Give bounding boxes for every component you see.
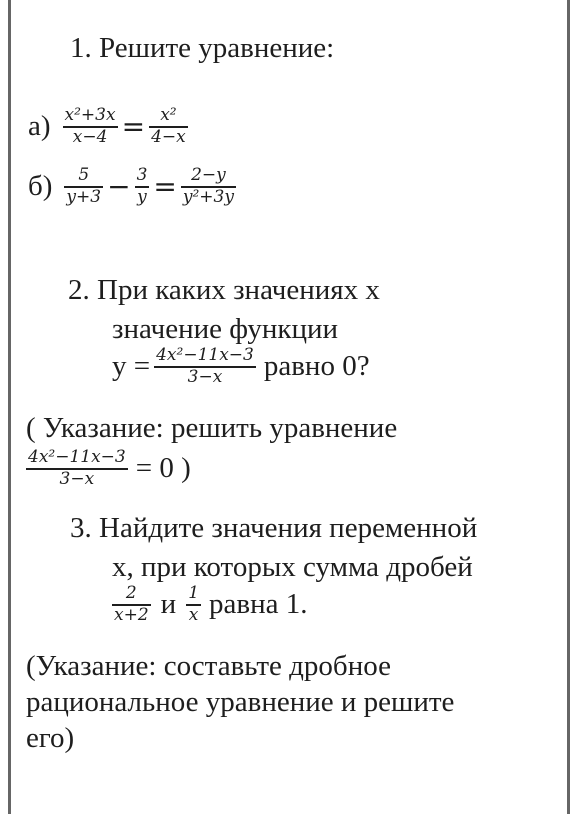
task3-fraction-2: [186, 584, 201, 625]
task1-a-rhs-numerator: x²: [160, 105, 177, 125]
task1-heading: 1. Решите уравнение:: [70, 32, 335, 64]
task2-hint-numerator: 4x²−11x−3: [28, 447, 126, 467]
task1-a-lhs-denominator: x−4: [72, 126, 108, 147]
equals-sign: =: [121, 109, 146, 143]
task1-b-f2-numerator: 3: [136, 165, 148, 185]
task2-hint-tail: = 0 ): [135, 452, 191, 485]
task3-line2: х, при которых сумма дробей: [112, 551, 473, 583]
task2-function-fraction: [154, 346, 256, 387]
task2-line2: значение функции: [112, 313, 339, 345]
task1-b-rhs-denominator: y²+3y: [182, 186, 234, 207]
task1-a-rhs-fraction: [149, 106, 188, 147]
task2-line1: 2. При каких значениях х: [68, 274, 380, 306]
task1-b-label: б): [28, 170, 53, 203]
task2-hint-line1: ( Указание: решить уравнение: [26, 412, 398, 444]
task2-hint-denominator: 3−x: [59, 468, 95, 489]
minus-sign: −: [107, 169, 131, 203]
task3-f2-denominator: x: [188, 604, 199, 625]
task1-b-rhs-numerator: 2−y: [191, 165, 226, 185]
task3-hint-line2: рациональное уравнение и решите: [26, 686, 455, 718]
equals-sign: =: [153, 169, 177, 203]
task1-a-lhs-numerator: x²+3x: [64, 105, 116, 125]
task1-b-f1-denominator: y+3: [66, 186, 102, 207]
task1-b-fraction-1: [64, 166, 103, 207]
task3-f1-numerator: 2: [125, 583, 137, 603]
task3-and: и: [160, 588, 177, 621]
task2-function: [112, 346, 370, 387]
task2-hint-equation: [26, 448, 191, 489]
task1-a-lhs-fraction: [63, 106, 118, 147]
task1-equation-b: [28, 166, 236, 207]
task2-numerator: 4x²−11x−3: [156, 345, 254, 365]
task3-tail: равна 1.: [209, 588, 308, 621]
task1-equation-a: [28, 106, 188, 147]
task1-b-f2-denominator: y: [137, 186, 147, 207]
task1-b-rhs-fraction: [181, 166, 236, 207]
task3-f1-denominator: x+2: [114, 604, 149, 625]
task1-b-f1-numerator: 5: [78, 165, 90, 185]
task2-hint-fraction: [26, 448, 128, 489]
task3-line1: 3. Найдите значения переменной: [70, 512, 478, 544]
task2-after-text: равно 0?: [263, 350, 370, 383]
task1-b-fraction-2: [135, 166, 150, 207]
task1-a-label: а): [28, 110, 51, 143]
task3-fractions: [112, 584, 307, 625]
task3-hint-line1: (Указание: составьте дробное: [26, 650, 391, 682]
task2-denominator: 3−x: [187, 366, 223, 387]
task3-hint-line3: его): [26, 722, 75, 754]
task1-a-rhs-denominator: 4−x: [151, 126, 186, 147]
task3-fraction-1: [112, 584, 151, 625]
task3-f2-numerator: 1: [188, 583, 200, 603]
task2-y-equals: у =: [112, 350, 151, 383]
